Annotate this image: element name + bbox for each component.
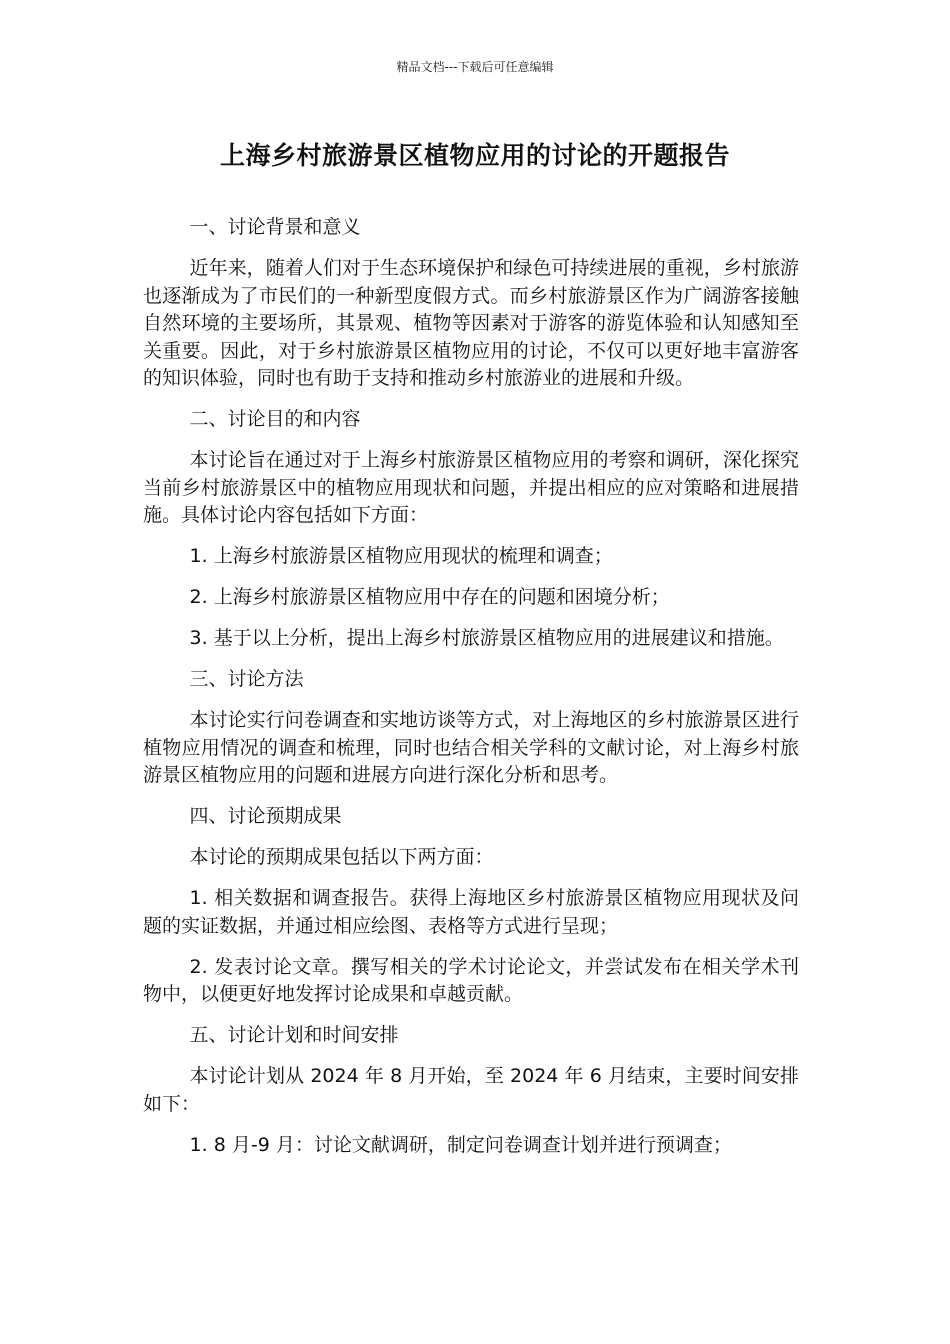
list-item-content-1: 1. 上海乡村旅游景区植物应用现状的梳理和调查； [189,545,613,567]
list-item-outcome-2: 2. 发表讨论文章。撰写相关的学术讨论论文，并尝试发布在相关学术刊物中，以便更好地发挥讨论成果和卓越贡献。 [143,955,799,1005]
document-body [143,214,799,1173]
section-heading-5: 五、讨论计划和时间安排 [189,1024,399,1046]
paragraph-outcomes-intro: 本讨论的预期成果包括以下两方面： [189,846,494,868]
section-heading-3: 三、讨论方法 [189,668,304,690]
paragraph-schedule-intro: 本讨论计划从 2024 年 8 月开始，至 2024 年 6 月结束，主要时间安排如下： [143,1065,799,1115]
paragraph-background: 近年来，随着人们对于生态环境保护和绿色可持续进展的重视，乡村旅游也逐渐成为了市民们的一种新型度假方式。而乡村旅游景区作为广阔游客接触自然环境的主要场所，其景观、植物等因素对于游客的游览体验和认知感知至关重要。因此，对于乡村旅游景区植物应用的讨论，不仅可以更好地丰富游客的知识体验，同时也有助于支持和推动乡村旅游业的进展和升级。 [143,257,799,389]
document-title: 上海乡村旅游景区植物应用的讨论的开题报告 [219,141,730,170]
paragraph-purpose: 本讨论旨在通过对于上海乡村旅游景区植物应用的考察和调研，深化探究当前乡村旅游景区中的植物应用现状和问题，并提出相应的应对策略和进展措施。具体讨论内容包括如下方面： [143,449,799,526]
section-heading-2: 二、讨论目的和内容 [189,408,361,430]
list-item-content-3: 3. 基于以上分析，提出上海乡村旅游景区植物应用的进展建议和措施。 [189,627,784,649]
paragraph-method: 本讨论实行问卷调查和实地访谈等方式，对上海地区的乡村旅游景区进行植物应用情况的调查和梳理，同时也结合相关学科的文献讨论，对上海乡村旅游景区植物应用的问题和进展方向进行深化分析和思考。 [143,709,799,786]
list-item-schedule-1: 1. 8 月-9 月：讨论文献调研，制定问卷调查计划并进行预调查； [189,1133,732,1156]
section-heading-1: 一、讨论背景和意义 [189,216,361,238]
section-heading-4: 四、讨论预期成果 [189,805,342,827]
list-item-outcome-1: 1. 相关数据和调查报告。获得上海地区乡村旅游景区植物应用现状及问题的实证数据，并通过相应绘图、表格等方式进行呈现； [143,887,799,937]
header-note: 精品文档---下载后可任意编辑 [396,60,554,74]
list-item-content-2: 2. 上海乡村旅游景区植物应用中存在的问题和困境分析； [189,586,670,608]
